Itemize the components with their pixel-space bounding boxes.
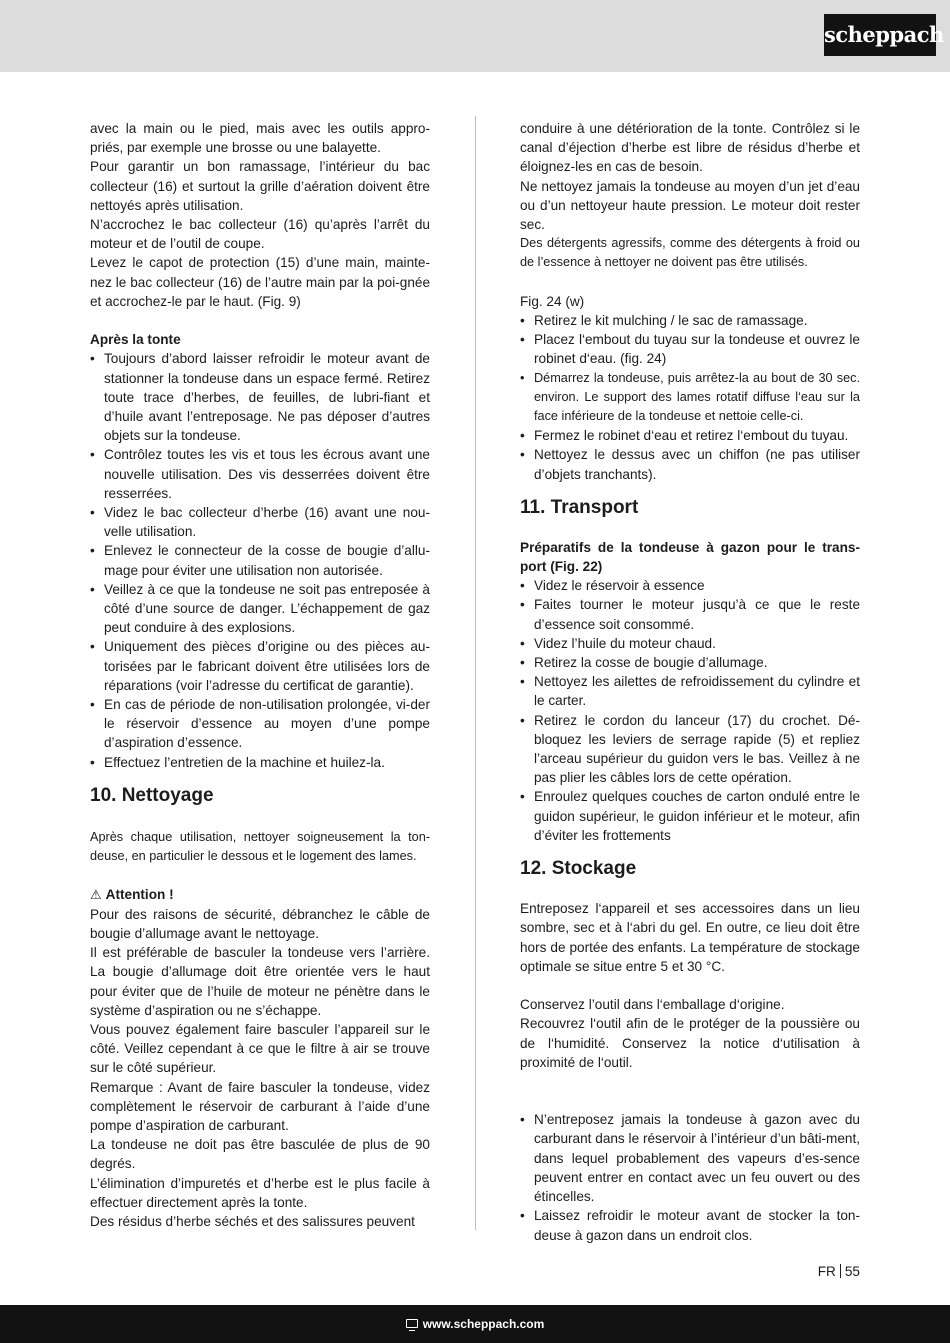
figure-reference: Fig. 24 (w) xyxy=(520,293,585,309)
paragraph: Ne nettoyez jamais la tondeuse au moyen d’un jet d’eau ou d’un nettoyeur haute pression. Le moteur doit rester sec. xyxy=(520,178,860,233)
paragraph: La tondeuse ne doit pas être basculée de plus de 90 degrés. xyxy=(90,1137,430,1172)
footer-band xyxy=(0,1305,950,1343)
column-divider xyxy=(475,116,476,1230)
list-item: • Videz l’huile du moteur chaud. xyxy=(520,634,860,653)
paragraph: Pour des raisons de sécurité, débranchez le câble de bougie d’allumage avant le nettoyage. xyxy=(90,906,430,941)
paragraph: Recouvrez l‘outil afin de le protéger de la poussière ou de l‘humidité. Conservez la notice d‘utilisation à proximité de l‘outil. xyxy=(520,1016,860,1070)
paragraph: Entreposez l‘appareil et ses accessoires dans un lieu sombre, sec et à l‘abri du gel. En outre, ce lieu doit être hors de portée des enfants. La température de stockage optimale se situe entre 5 et 30 °C. xyxy=(520,901,860,974)
list-item: • Contrôlez toutes les vis et tous les écrous avant une nouvelle utilisation. Des vis desserrées doivent être resserrées. xyxy=(90,445,430,503)
page-number-separator xyxy=(840,1264,841,1278)
list-item: • N’entreposez jamais la tondeuse à gazon avec du carburant dans le réservoir à l’intérieur d’un bâti-ment, dans lequel probablement des vapeurs d’es-sence peuvent entrer en contact avec un feu ouvert ou des étincelles. xyxy=(520,1110,860,1206)
attention-label: Attention ! xyxy=(105,887,174,903)
warning-triangle-icon: ⚠ xyxy=(90,887,102,903)
list-item: • Veillez à ce que la tondeuse ne soit pas entreposée à côté d’une source de danger. L’échappement de gaz peut conduire à des explosions. xyxy=(90,580,430,638)
header-band xyxy=(0,0,950,72)
brand-logo: scheppach xyxy=(824,14,936,56)
paragraph: L’élimination d’impuretés et d’herbe est le plus facile à effectuer directement après la tonte. xyxy=(90,1175,430,1210)
list-item: • Nettoyez le dessus avec un chiffon (ne pas utiliser d’objets tranchants). xyxy=(520,445,860,483)
section-11-heading: 11. Transport xyxy=(520,496,639,518)
left-column xyxy=(90,119,430,1231)
transport-subheading: Préparatifs de la tondeuse à gazon pour le trans-port (Fig. 22) xyxy=(520,539,860,575)
list-item: • Videz le bac collecteur d’herbe (16) avant une nou-velle utilisation. xyxy=(90,503,430,541)
paragraph: conduire à une détérioration de la tonte. Contrôlez si le canal d’éjection d’herbe est libre de résidus d’herbe et éloignez-les en cas de besoin. xyxy=(520,121,860,175)
language-code: FR xyxy=(817,1264,836,1279)
right-column xyxy=(520,119,860,1245)
storage-list xyxy=(520,1110,860,1244)
list-item: • Uniquement des pièces d’origine ou des pièces au-torisées par le fabricant doivent être utilisées lors de réparations (voir l’adresse du certificat de garantie). xyxy=(90,637,430,695)
paragraph: Des résidus d’herbe séchés et des salissures peuvent xyxy=(90,1213,415,1229)
page-number xyxy=(818,1264,860,1279)
paragraph: Après chaque utilisation, nettoyer soigneusement la ton-deuse, en particulier le dessous et le logement des lames. xyxy=(90,829,430,864)
list-item: • Videz le réservoir à essence xyxy=(520,576,860,595)
list-item: • Enroulez quelques couches de carton ondulé entre le guidon supérieur, le guidon inférieur et le moteur, afin d’éviter les frottements xyxy=(520,787,860,845)
section-10-heading: 10. Nettoyage xyxy=(90,784,214,806)
list-item: • Retirez le kit mulching / le sac de ramassage. xyxy=(520,311,860,330)
transport-list xyxy=(520,576,860,845)
list-item: • Retirez la cosse de bougie d’allumage. xyxy=(520,653,860,672)
list-item: • Enlevez le connecteur de la cosse de bougie d’allu-mage pour éviter une utilisation non autorisée. xyxy=(90,541,430,579)
after-mowing-list xyxy=(90,349,430,771)
list-item: • En cas de période de non-utilisation prolongée, vi-der le réservoir d’essence au moyen d’une pompe d’aspiration d’essence. xyxy=(90,695,430,753)
list-item: • Retirez le cordon du lanceur (17) du crochet. Dé-bloquez les leviers de serrage rapide (5) et repliez l’arceau supérieur du guidon vers le bas. Veillez à ne pas plier les câbles lors de cette opération. xyxy=(520,711,860,788)
footer-url[interactable]: www.scheppach.com xyxy=(422,1317,545,1331)
paragraph: Vous pouvez également faire basculer l’appareil sur le côté. Veillez cependant à ce que le filtre à air se trouve sur le côté supérieur. xyxy=(90,1021,430,1076)
list-item: • Toujours d’abord laisser refroidir le moteur avant de stationner la tondeuse dans un espace fermé. Retirez toute trace d’herbes, de feuilles, de lubri-fiant et d’huile avant l’entreposage. Ne pas déposer d’autres objets sur la tondeuse. xyxy=(90,349,430,445)
list-item: • Fermez le robinet d‘eau et retirez l‘embout du tuyau. xyxy=(520,426,860,445)
section-12-heading: 12. Stockage xyxy=(520,858,637,880)
fig24-list xyxy=(520,311,860,484)
list-item: • Faites tourner le moteur jusqu’à ce que le reste d’essence soit consommé. xyxy=(520,595,860,633)
monitor-icon xyxy=(406,1319,418,1328)
paragraph: Des détergents agressifs, comme des détergents à froid ou de l’essence à nettoyer ne doivent pas être utilisés. xyxy=(520,236,860,270)
paragraph: avec la main ou le pied, mais avec les outils appro-priés, par exemple une brosse ou une balayette. xyxy=(90,121,430,156)
paragraph: N’accrochez le bac collecteur (16) qu’après l’arrêt du moteur et de l’outil de coupe. xyxy=(90,217,430,252)
page-number-value: 55 xyxy=(844,1264,860,1279)
paragraph: Conservez l’outil dans l‘emballage d‘origine. xyxy=(520,997,785,1013)
list-item: • Placez l‘embout du tuyau sur la tondeuse et ouvrez le robinet d‘eau. (fig. 24) xyxy=(520,330,860,368)
paragraph: Remarque : Avant de faire basculer la tondeuse, videz complètement le réservoir de carburant à l’aide d’une pompe d’aspiration de carburant. xyxy=(90,1079,430,1133)
paragraph: Il est préférable de basculer la tondeuse vers l’arrière. La bougie d’allumage doit être orientée vers le haut pour éviter que de l’huile de moteur ne pénètre dans le système d’aspiration ou ne s’échappe. xyxy=(90,945,430,1018)
list-item: • Laissez refroidir le moteur avant de stocker la ton-deuse à gazon dans un endroit clos. xyxy=(520,1206,860,1244)
list-item: • Effectuez l’entretien de la machine et huilez-la. xyxy=(90,753,430,772)
paragraph: Levez le capot de protection (15) d’une main, mainte-nez le bac collecteur (16) de l’autre main par la poi-gnée et accrochez-le par le haut. (Fig. 9) xyxy=(90,255,430,309)
paragraph: Pour garantir un bon ramassage, l’intérieur du bac collecteur (16) et surtout la grille d’aération doivent être nettoyés après utilisation. xyxy=(90,159,430,213)
after-mowing-heading: Après la tonte xyxy=(90,332,181,348)
list-item: • Nettoyez les ailettes de refroidissement du cylindre et le carter. xyxy=(520,672,860,710)
list-item: • Démarrez la tondeuse, puis arrêtez-la au bout de 30 sec. environ. Le support des lames rotatif diffuse l‘eau sur la face inférieure de la tondeuse et nettoie celle-ci. xyxy=(520,369,860,427)
attention-heading xyxy=(90,885,430,904)
